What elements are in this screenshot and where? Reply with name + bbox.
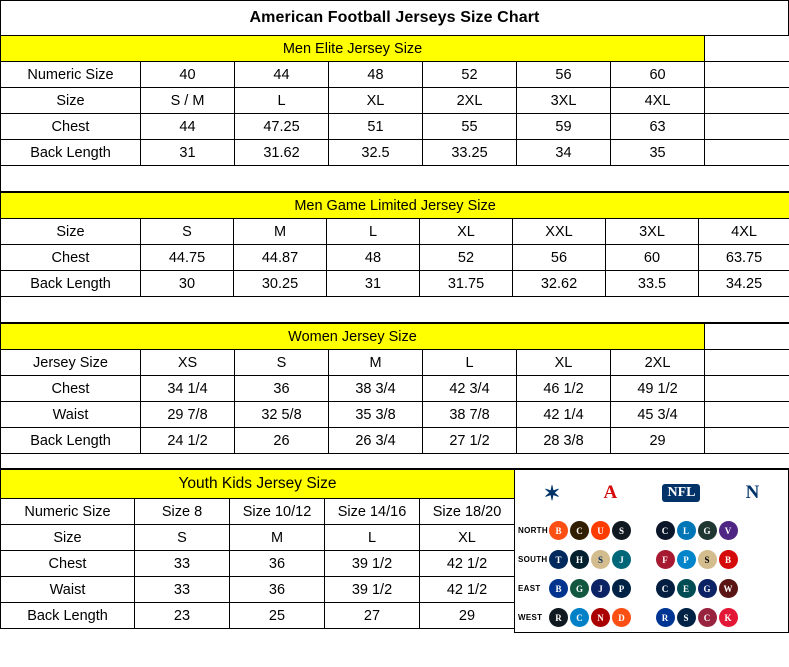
team-logo-group: [656, 550, 789, 569]
division-row-east-afc: [515, 574, 652, 603]
team-logo-icon: C: [698, 608, 717, 627]
cell: 32.62: [513, 271, 606, 297]
empty-cell: [705, 36, 789, 62]
row-label: Chest: [1, 245, 141, 271]
cell: 44: [141, 114, 235, 140]
cell: XL: [420, 219, 513, 245]
row-label: Chest: [1, 376, 141, 402]
cell: 24 1/2: [141, 428, 235, 454]
cell: 34: [517, 140, 611, 166]
table-men-game-limited: [0, 192, 789, 323]
cell: 2XL: [611, 350, 705, 376]
cell: 59: [517, 114, 611, 140]
table-row: [1, 402, 789, 428]
cell: L: [423, 350, 517, 376]
row-label: Size: [1, 219, 141, 245]
row-label: Waist: [1, 577, 135, 603]
cell: M: [230, 525, 325, 551]
cell: 42 1/2: [420, 551, 515, 577]
team-logo-icon: B: [549, 579, 568, 598]
cell: 34 1/4: [141, 376, 235, 402]
team-logo-icon: U: [591, 521, 610, 540]
cell: XXL: [513, 219, 606, 245]
team-logo-group: [656, 521, 789, 540]
cell: 27: [325, 603, 420, 629]
cell: 42 1/2: [420, 577, 515, 603]
cell: 51: [329, 114, 423, 140]
table-row: [1, 551, 515, 577]
division-label: EAST: [518, 584, 541, 593]
cell: 39 1/2: [325, 577, 420, 603]
section-heading-men-game-limited: Men Game Limited Jersey Size: [1, 193, 789, 219]
cell: Size 8: [135, 499, 230, 525]
cell: 31: [327, 271, 420, 297]
cell: L: [235, 88, 329, 114]
row-label: Jersey Size: [1, 350, 141, 376]
table-row: [1, 219, 789, 245]
nfc-logo-icon: N: [745, 482, 760, 503]
section-heading-youth: Youth Kids Jersey Size: [1, 470, 515, 499]
cell: L: [327, 219, 420, 245]
cell: 52: [423, 62, 517, 88]
cell: 63.75: [699, 245, 789, 271]
team-logo-icon: P: [677, 550, 696, 569]
division-row-west-nfc: [652, 603, 789, 632]
team-logo-group: [656, 608, 789, 627]
table-row: [1, 376, 789, 402]
row-label: Size: [1, 88, 141, 114]
cell: 36: [230, 551, 325, 577]
cell: S: [235, 350, 329, 376]
cell: M: [234, 219, 327, 245]
youth-table-container: [0, 469, 514, 629]
team-logo-icon: J: [612, 550, 631, 569]
team-logo-icon: C: [656, 579, 675, 598]
cell: 35 3/8: [329, 402, 423, 428]
section-heading-men-elite: Men Elite Jersey Size: [1, 36, 705, 62]
team-logo-icon: E: [677, 579, 696, 598]
team-logos-container: [514, 469, 789, 633]
team-logo-icon: S: [591, 550, 610, 569]
row-label: Back Length: [1, 140, 141, 166]
cell: XL: [329, 88, 423, 114]
cell: 42 1/4: [517, 402, 611, 428]
cell: 55: [423, 114, 517, 140]
cell: 46 1/2: [517, 376, 611, 402]
cell: 4XL: [611, 88, 705, 114]
division-grid: [515, 516, 788, 632]
division-label: NORTH: [518, 526, 548, 535]
cell: S: [135, 525, 230, 551]
team-logo-icon: C: [570, 608, 589, 627]
cell: 38 3/4: [329, 376, 423, 402]
team-logo-group: [549, 579, 652, 598]
table-row: [1, 88, 789, 114]
cell: 33: [135, 551, 230, 577]
team-logo-icon: D: [612, 608, 631, 627]
cell: L: [325, 525, 420, 551]
table-row: [1, 577, 515, 603]
team-logo-icon: C: [656, 521, 675, 540]
cell: S / M: [141, 88, 235, 114]
cell: 44.75: [141, 245, 234, 271]
cell: 28 3/8: [517, 428, 611, 454]
row-label: Numeric Size: [1, 499, 135, 525]
empty-cell: [705, 350, 789, 376]
team-logo-icon: G: [698, 579, 717, 598]
division-row-north-afc: [515, 516, 652, 545]
nfl-shield-icon: NFL: [662, 484, 700, 502]
cell: 3XL: [606, 219, 699, 245]
table-row: [1, 271, 789, 297]
team-logo-icon: L: [677, 521, 696, 540]
page-title: [0, 0, 789, 35]
division-row-south-nfc: [652, 545, 789, 574]
spacer-cell: [1, 454, 789, 469]
row-label: Back Length: [1, 271, 141, 297]
team-logo-icon: F: [656, 550, 675, 569]
cell: S: [141, 219, 234, 245]
cell: 48: [329, 62, 423, 88]
team-logo-group: [549, 608, 652, 627]
cell: 31.75: [420, 271, 513, 297]
cell: 2XL: [423, 88, 517, 114]
row-label: Back Length: [1, 603, 135, 629]
cell: 56: [513, 245, 606, 271]
table-row: [1, 470, 515, 499]
cell: 42 3/4: [423, 376, 517, 402]
cell: M: [329, 350, 423, 376]
cell: XS: [141, 350, 235, 376]
cell: 33: [135, 577, 230, 603]
cell: Size 18/20: [420, 499, 515, 525]
table-row: [1, 525, 515, 551]
table-row: [1, 140, 789, 166]
youth-section: [0, 469, 789, 633]
cell: 60: [606, 245, 699, 271]
team-logo-icon: T: [549, 550, 568, 569]
division-row-east-nfc: [652, 574, 789, 603]
cell: 27 1/2: [423, 428, 517, 454]
row-label: Waist: [1, 402, 141, 428]
cell: 52: [420, 245, 513, 271]
cell: 23: [135, 603, 230, 629]
team-logo-icon: S: [698, 550, 717, 569]
spacer-row: [1, 454, 789, 469]
cell: 63: [611, 114, 705, 140]
cell: 31.62: [235, 140, 329, 166]
cell: 32.5: [329, 140, 423, 166]
cell: 31: [141, 140, 235, 166]
cell: 48: [327, 245, 420, 271]
team-logo-icon: C: [570, 521, 589, 540]
table-men-elite: [0, 35, 789, 192]
cell: 3XL: [517, 88, 611, 114]
table-youth-kids: [0, 469, 515, 629]
cell: 40: [141, 62, 235, 88]
row-label: Back Length: [1, 428, 141, 454]
division-row-north-nfc: [652, 516, 789, 545]
nfl-logo-panel: [514, 469, 789, 633]
table-row: [1, 36, 789, 62]
cell: 38 7/8: [423, 402, 517, 428]
row-label: Size: [1, 525, 135, 551]
team-logo-icon: K: [719, 608, 738, 627]
empty-cell: [705, 88, 789, 114]
team-logo-icon: P: [612, 579, 631, 598]
team-logo-icon: W: [719, 579, 738, 598]
cell: Size 10/12: [230, 499, 325, 525]
team-logo-icon: B: [549, 521, 568, 540]
row-label: Chest: [1, 114, 141, 140]
empty-cell: [705, 376, 789, 402]
team-logo-icon: G: [570, 579, 589, 598]
cell: 36: [235, 376, 329, 402]
empty-cell: [705, 324, 789, 350]
table-row: [1, 114, 789, 140]
table-row: [1, 245, 789, 271]
team-logo-icon: S: [612, 521, 631, 540]
table-row: [1, 499, 515, 525]
page-title-text: American Football Jerseys Size Chart: [249, 9, 540, 26]
cell: 47.25: [235, 114, 329, 140]
cell: 26: [235, 428, 329, 454]
table-row: [1, 324, 789, 350]
cell: 45 3/4: [611, 402, 705, 428]
team-logo-icon: B: [719, 550, 738, 569]
cell: 30.25: [234, 271, 327, 297]
cell: 26 3/4: [329, 428, 423, 454]
afc-logo-icon: A: [603, 482, 618, 503]
team-logo-group: [656, 579, 789, 598]
cell: 29 7/8: [141, 402, 235, 428]
spacer-cell: [1, 166, 789, 192]
team-logo-icon: G: [698, 521, 717, 540]
table-row: [1, 350, 789, 376]
empty-cell: [705, 428, 789, 454]
division-row-west-afc: [515, 603, 652, 632]
team-logo-icon: S: [677, 608, 696, 627]
empty-cell: [705, 62, 789, 88]
spacer-row: [1, 297, 789, 323]
cell: XL: [420, 525, 515, 551]
team-logo-group: [549, 550, 652, 569]
spacer-row: [1, 166, 789, 192]
afc-divisions: [515, 516, 652, 632]
cell: 44: [235, 62, 329, 88]
cell: 49 1/2: [611, 376, 705, 402]
empty-cell: [705, 402, 789, 428]
league-badges-row: [515, 470, 788, 516]
cell: Size 14/16: [325, 499, 420, 525]
section-heading-women: Women Jersey Size: [1, 324, 705, 350]
row-label: Numeric Size: [1, 62, 141, 88]
cell: 29: [420, 603, 515, 629]
division-label: SOUTH: [518, 555, 548, 564]
cell: 34.25: [699, 271, 789, 297]
spacer-cell: [1, 297, 789, 323]
cell: 35: [611, 140, 705, 166]
cell: 39 1/2: [325, 551, 420, 577]
team-logo-icon: H: [570, 550, 589, 569]
division-row-south-afc: [515, 545, 652, 574]
table-row: [1, 603, 515, 629]
cell: 29: [611, 428, 705, 454]
cell: 56: [517, 62, 611, 88]
cell: 30: [141, 271, 234, 297]
cell: XL: [517, 350, 611, 376]
cell: 32 5/8: [235, 402, 329, 428]
table-row: [1, 193, 789, 219]
table-row: [1, 428, 789, 454]
team-logo-icon: R: [549, 608, 568, 627]
team-logo-icon: V: [719, 521, 738, 540]
table-women: [0, 323, 789, 469]
team-logo-group: [549, 521, 652, 540]
team-logo-icon: N: [591, 608, 610, 627]
team-logo-icon: R: [656, 608, 675, 627]
team-logo-icon: J: [591, 579, 610, 598]
table-row: [1, 62, 789, 88]
row-label: Chest: [1, 551, 135, 577]
cell: 25: [230, 603, 325, 629]
nfc-divisions: [652, 516, 789, 632]
empty-cell: [705, 140, 789, 166]
cell: 44.87: [234, 245, 327, 271]
cell: 33.25: [423, 140, 517, 166]
division-label: WEST: [518, 613, 543, 622]
cell: 4XL: [699, 219, 789, 245]
nfl-star-icon: ✶: [543, 482, 559, 505]
cell: 60: [611, 62, 705, 88]
cell: 33.5: [606, 271, 699, 297]
empty-cell: [705, 114, 789, 140]
cell: 36: [230, 577, 325, 603]
